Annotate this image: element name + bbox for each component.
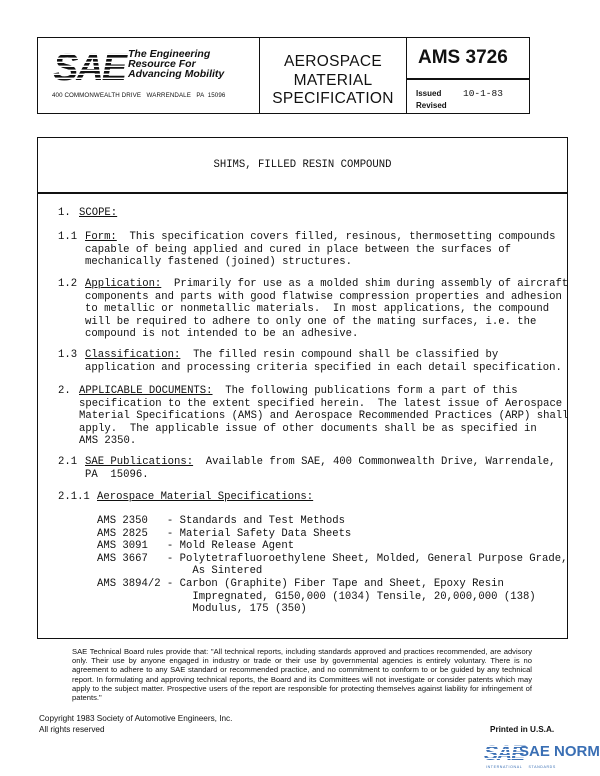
- section-1-num: 1.: [58, 207, 71, 219]
- title-divider: [37, 192, 568, 194]
- doc-type-line-2: MATERIAL: [293, 71, 373, 89]
- section-1-2-label: Application:: [85, 278, 162, 290]
- section-2-line-1: The following publications form a part of this: [212, 385, 518, 397]
- ams-list-item: As Sintered: [97, 565, 263, 578]
- rights-reserved: All rights reserved: [39, 725, 105, 734]
- tagline-line-1: The Engineering: [128, 48, 211, 60]
- watermark-sub: INTERNATIONAL STANDARDS: [486, 765, 556, 769]
- section-2-num: 2.: [58, 385, 71, 397]
- section-1-2-line-5: compound is not intended to be an adhesive.: [85, 328, 359, 341]
- section-1-3-line-2: application and processing criteria specified in each detail specification.: [85, 361, 562, 374]
- section-2-1-label: SAE Publications:: [85, 456, 194, 468]
- svg-text:SAE: SAE: [484, 742, 525, 765]
- section-2-body: [79, 385, 569, 448]
- printed-in: Printed in U.S.A.: [490, 725, 555, 734]
- section-1-1-label: Form:: [85, 231, 117, 243]
- watermark-brand: SAE NORM: [519, 743, 600, 760]
- ams-list-item: AMS 3091 - Mold Release Agent: [97, 540, 295, 553]
- ams-list-item: Impregnated, G150,000 (1034) Tensile, 20,000,000 (138): [97, 590, 536, 603]
- ams-list-item: AMS 2350 - Standards and Test Methods: [97, 515, 345, 527]
- section-1-title: SCOPE:: [79, 207, 118, 219]
- doc-type: [261, 53, 405, 109]
- section-1-1-body: [85, 231, 555, 269]
- sae-watermark-icon: [484, 741, 525, 765]
- section-1-1-line-1: This specification covers filled, resinous, thermosetting compounds: [116, 231, 556, 243]
- ams-list-item: Modulus, 175 (350): [97, 603, 307, 616]
- section-1-1-num: 1.1: [58, 231, 78, 243]
- revised-label: Revised: [416, 101, 447, 110]
- section-2-line-2: specification to the extent specified herein. The latest issue of Aerospace: [79, 397, 563, 410]
- section-1-2-line-4: will be required to adhere to only one of the mating surfaces, i.e. the: [85, 315, 537, 328]
- doc-number: AMS 3726: [418, 47, 508, 68]
- ams-list-item: AMS 3667 - Polytetrafluoroethylene Sheet, Molded, General Purpose Grade,: [97, 552, 568, 565]
- section-2-1-line-1: Available from SAE, 400 Commonwealth Drive, Warrendale,: [193, 456, 556, 468]
- doc-type-line-1: AEROSPACE: [283, 53, 383, 70]
- section-1-2-body: [85, 278, 568, 341]
- sae-logo: [53, 47, 126, 89]
- section-1-1-line-3: mechanically fastened (joined) structures.: [85, 256, 353, 269]
- issued-label: Issued: [416, 89, 442, 98]
- section-2-1-num: 2.1: [58, 456, 78, 468]
- section-1-2-num: 1.2: [58, 278, 78, 290]
- svg-text:SAE: SAE: [53, 47, 126, 89]
- section-2-line-4: apply. The applicable issue of other documents shall be as specified in: [79, 422, 537, 435]
- issued-date: 10-1-83: [463, 88, 503, 99]
- section-1-2-line-3: to metallic or nonmetallic materials. In most applications, the compound: [85, 303, 550, 316]
- section-2-1-1-label: Aerospace Material Specifications:: [97, 491, 314, 503]
- section-2-1-line-2: PA 15096.: [85, 468, 149, 481]
- section-1-1-line-2: capable of being applied and cured in place between the surfaces of: [85, 243, 511, 256]
- ams-list-item: AMS 3894/2 - Carbon (Graphite) Fiber Tape and Sheet, Epoxy Resin: [97, 577, 504, 590]
- doc-title: SHIMS, FILLED RESIN COMPOUND: [213, 159, 392, 171]
- section-1-3-body: [85, 349, 562, 374]
- doc-type-line-3: SPECIFICATION: [272, 90, 394, 107]
- tagline-line-3: Advancing Mobility: [128, 68, 225, 80]
- section-1-2-line-2: components and parts with good flatwise compression properties and adhesion: [85, 290, 562, 303]
- doc-number-divider: [406, 78, 530, 80]
- section-1-3-label: Classification:: [85, 349, 181, 361]
- section-1-3-num: 1.3: [58, 349, 78, 361]
- sae-address: 400 COMMONWEALTH DRIVE WARRENDALE PA 15096: [52, 92, 226, 99]
- ams-list: [97, 515, 567, 616]
- section-2-1-body: [85, 456, 555, 481]
- sae-norm-watermark: [484, 741, 600, 773]
- tagline: [128, 49, 248, 79]
- section-2-label: APPLICABLE DOCUMENTS:: [79, 385, 213, 397]
- technical-board-note: SAE Technical Board rules provide that: "All technical reports, including standards approved and practices recommended, are advisory only. Their use by anyone engaged in industry or trade or their use by governmental agencies is entirely voluntary. There is no agreement to adhere to any SAE standard or recommended practice, and no commitment to conform to or be guided by any technical report. In formulating and approving technical reports, the Board and its Committees will not investigate or consider patents which may apply to the subject matter. Prospective users of the report are responsible for protecting themselves against liability for infringement of patents.": [72, 647, 532, 703]
- copyright: Copyright 1983 Society of Automotive Engineers, Inc.: [39, 714, 233, 723]
- section-1-3-line-1: The filled resin compound shall be classified by: [180, 349, 499, 361]
- sae-logo-graphic: [53, 47, 126, 89]
- section-1-2-line-1: Primarily for use as a molded shim during assembly of aircraft: [161, 278, 569, 290]
- ams-list-item: AMS 2825 - Material Safety Data Sheets: [97, 527, 352, 540]
- tagline-line-2: Resource For: [128, 58, 196, 70]
- section-2-line-3: Material Specifications (AMS) and Aerospace Recommended Practices (ARP) shall: [79, 410, 569, 423]
- section-2-1-1-num: 2.1.1: [58, 491, 90, 503]
- section-2-line-5: AMS 2350.: [79, 435, 137, 448]
